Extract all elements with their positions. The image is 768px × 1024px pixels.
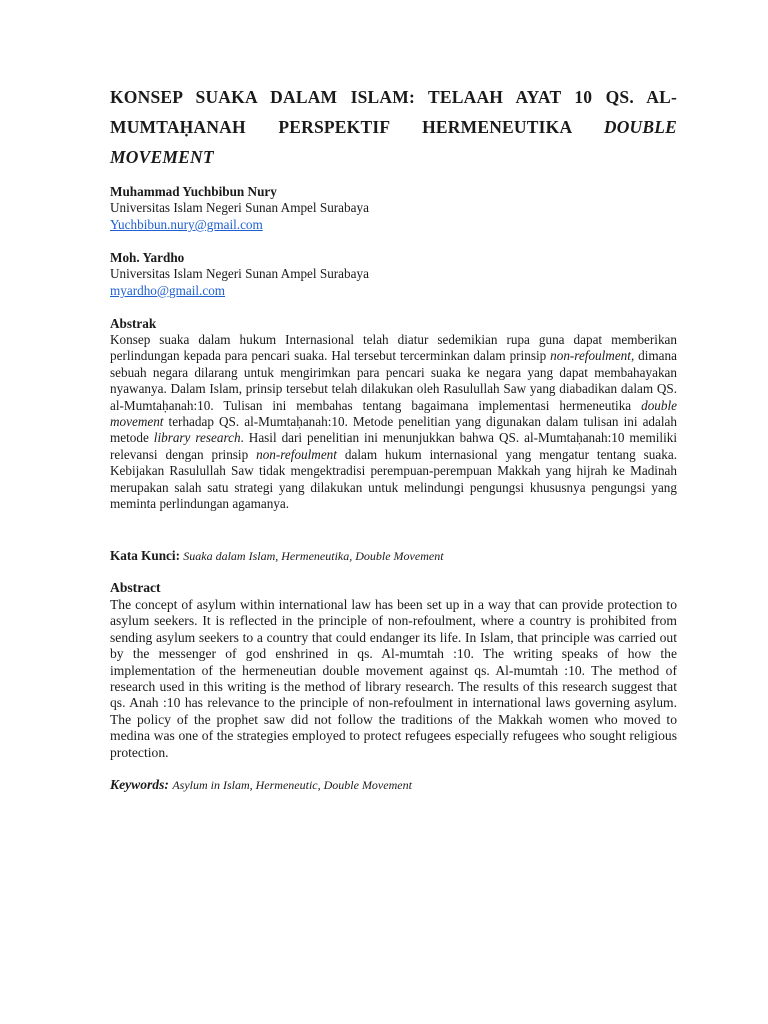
author-name: Muhammad Yuchbibun Nury xyxy=(110,184,277,199)
author-email-link[interactable]: Yuchbibun.nury@gmail.com xyxy=(110,216,263,232)
author-name: Moh. Yardho xyxy=(110,250,185,265)
title-line-1: KONSEP SUAKA DALAM ISLAM: TELAAH AYAT 10 QS. AL- xyxy=(110,87,677,107)
title-line-3 xyxy=(110,142,677,172)
keywords-values: Asylum in Islam, Hermeneutic, Double Movement xyxy=(172,778,412,792)
abstrak-text: dalam hukum internasional yang mengatur tentang suaka. Kebijakan Rasulullah Saw tidak mengektradisi perempuan-perempuan Makkah yang hijrah ke Madinah merupakan salah satu strategi yang dilakukan untuk melindungi pengungsi khususnya pengungsi yang meminta perlindungan agamanya. xyxy=(110,446,677,512)
abstrak-text: Konsep suaka dalam hukum Internasional telah diatur sedemikian rupa guna dapat memberikan perlindungan kepada para pencari suaka. Hal tersebut tercerminkan dalam prinsip xyxy=(110,332,677,364)
title-line-2 xyxy=(110,112,677,142)
kata-kunci-values: Suaka dalam Islam, Hermeneutika, Double Movement xyxy=(183,549,444,563)
abstract-heading: Abstract xyxy=(110,580,161,595)
author-2 xyxy=(110,250,677,299)
author-email-link[interactable]: myardho@gmail.com xyxy=(110,282,226,298)
abstrak-text: dimana sebuah negara dilarang untuk mengirimkan para pencari suaka ke negara yang dapat membahayakan nyawanya. Dalam Islam, prinsip tersebut telah dilakukan oleh Rasulullah Saw yang diabadikan dalam QS. al-Mumtaḥanah:10. Tulisan ini membahas tentang bagaimana implementasi hermeneutika xyxy=(110,348,677,413)
author-affiliation: Universitas Islam Negeri Sunan Ampel Surabaya xyxy=(110,266,369,282)
keywords xyxy=(110,777,677,793)
abstrak-heading: Abstrak xyxy=(110,316,157,331)
title-line-3-italic: MOVEMENT xyxy=(110,147,214,167)
abstrak-italic-term: non-refoulment, xyxy=(550,348,635,364)
title-line-2-text: MUMTAḤANAH PERSPEKTIF HERMENEUTIKA xyxy=(110,117,572,137)
abstrak-italic-term: non-refoulment xyxy=(256,446,337,462)
author-1 xyxy=(110,184,677,233)
abstrak-text: terhadap QS. al-Mumtaḥanah:10. Metode penelitian yang digunakan dalam tulisan ini adalah metode xyxy=(110,414,677,446)
kata-kunci-label: Kata Kunci: xyxy=(110,548,180,563)
abstrak-body xyxy=(110,332,677,512)
keywords-label: Keywords: xyxy=(110,777,169,792)
abstrak-italic-term: double movement xyxy=(110,397,677,430)
abstrak-italic-term: library research xyxy=(153,430,241,446)
paper-title xyxy=(110,82,677,172)
title-line-2-italic: DOUBLE xyxy=(603,117,678,137)
author-affiliation: Universitas Islam Negeri Sunan Ampel Surabaya xyxy=(110,200,369,216)
kata-kunci xyxy=(110,548,677,564)
abstract-body: The concept of asylum within international law has been set up in a way that can provide protection to asylum seekers. It is reflected in the principle of non-refoulment, where a country is prohibited from sending asylum seekers to a country that could endanger its life. In Islam, that principle was carried out by the messenger of god enshrined in qs. Al-mumtah :10. The writing speaks of how the implementation of the hermeneutian double movement against qs. Al-mumtah :10. The method of research used in this writing is the method of library research. The results of this research suggest that qs. Anah :10 has relevance to the principle of non-refoulment in international laws governing asylum. The policy of the prophet saw did not follow the traditions of the Makkah women who moved to medina was one of the strategies employed to protect refugees especially refugees who sought religious protection. xyxy=(110,597,677,760)
abstrak-text: . Hasil dari penelitian ini menunjukkan bahwa QS. al-Mumtaḥanah:10 memiliki relevansi dengan prinsip xyxy=(110,430,678,462)
